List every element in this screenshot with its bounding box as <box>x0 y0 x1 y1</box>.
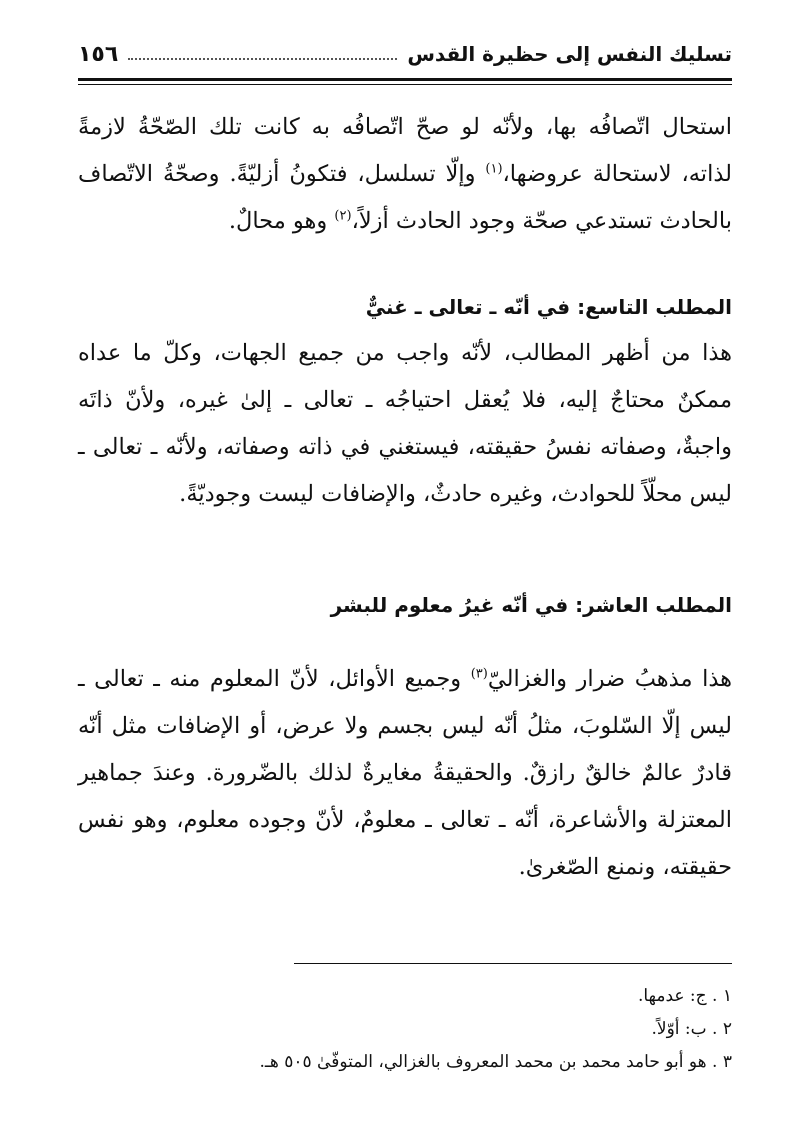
running-header <box>78 34 732 74</box>
paragraph-3 <box>78 656 732 891</box>
page-number: ١٥٦ <box>78 41 119 67</box>
running-title: تسليك النفس إلى حظيرة القدس <box>407 42 732 66</box>
header-rule-thick <box>78 78 732 81</box>
footnote-ref-3: (٣) <box>470 666 488 682</box>
header-rule-thin <box>78 84 732 85</box>
dotted-leader <box>128 48 397 60</box>
footnote-1: ١ . ج: عدمها. <box>637 986 732 1006</box>
section-heading-ninth: المطلب التاسع: في أنّه ـ تعالى ـ غنيٌّ <box>365 295 732 319</box>
footnote-2: ٢ . ب: أوّلاً. <box>651 1019 732 1039</box>
footnote-ref-2: (٢) <box>334 208 352 224</box>
paragraph-1 <box>78 104 732 245</box>
paragraph-2: هذا من أظهر المطالب، لأنّه واجب من جميع الجهات، وكلّ ما عداه ممكنٌ محتاجٌ إليه، فلا يُعقل احتياجُه ـ تعالى ـ إلىٰ غيره، ولأنّ ذاتَه واجبةٌ، وصفاته نفسُ حقيقته، فيستغني في ذاته وصفاته، ولأنّه ـ تعالى ـ ليس محلّاً للحوادث، وغيره حادثٌ، والإضافات ليست وجوديّةً. <box>78 340 732 507</box>
paragraph-1-text-b: وإلّا تسلسل، فتكونُ أزليّةً. وصحّةُ الاتّصاف بالحادث تستدعي صحّة وجود الحادث أزلاً، <box>78 161 732 234</box>
footnotes <box>78 980 732 1079</box>
footnote-3: ٣ . هو أبو حامد محمد بن محمد المعروف بالغزالي، المتوفّىٰ ٥٠٥ هـ. <box>259 1052 732 1072</box>
paragraph-1-text-c: وهو محالٌ. <box>228 208 335 234</box>
footnote-ref-1: (١) <box>485 161 503 177</box>
paragraph-3-text-a: هذا مذهبُ ضرار والغزاليّ <box>487 666 732 692</box>
footnote-separator <box>294 963 732 964</box>
paragraph-1-text-a: استحال اتّصافُه بها، ولأنّه لو صحّ اتّصافُه به كانت تلك الصّحّةُ لازمةً لذاته، لاستحالة عروضها، <box>78 114 732 187</box>
section-heading-tenth: المطلب العاشر: في أنّه غيرُ معلوم للبشر <box>330 593 732 617</box>
paragraph-3-text-b: وجميع الأوائل، لأنّ المعلوم منه ـ تعالى ـ ليس إلّا السّلوبَ، مثلُ أنّه ليس بجسم ولا عرض، أو الإضافات مثل أنّه قادرٌ عالمٌ خالقٌ رازقٌ. والحقيقةُ مغايرةٌ لذلك بالضّرورة. وعندَ جماهير المعتزلة والأشاعرة، أنّه ـ تعالى ـ معلومٌ، لأنّ وجوده معلوم، وهو نفس حقيقته، ونمنع الصّغرىٰ. <box>78 666 732 880</box>
